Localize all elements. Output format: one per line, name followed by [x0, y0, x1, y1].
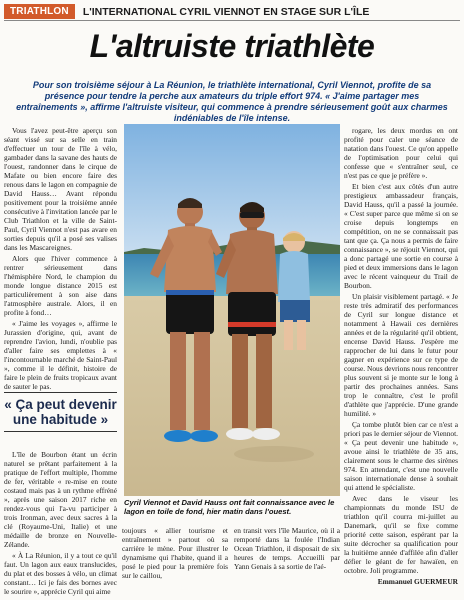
paragraph: « À La Réunion, il y a tout ce qu'il faut. Un lagon aux eaux translucides, du plat et des bosses à vélo, un climat constant… Ici je fais des bornes avec le sourire », apprécie Cyril qui aime: [4, 551, 117, 596]
kicker: L'INTERNATIONAL CYRIL VIENNOT EN STAGE SUR L'ÎLE: [82, 5, 370, 18]
sand-shadow: [234, 446, 314, 462]
paragraph: « J'aime les voyages », affirme le Jurassien d'origine, qui, avant de reprendre l'avion, lundi, n'oublie pas d'aller faire ses emplettes à « l'incontournable marché de Saint-Paul », comme il le définit, histoire de faire le plein de fruits tropicaux avant de sauter le pas.: [4, 319, 117, 391]
paragraph: Avec dans le viseur les championnats du monde ISU de triathlon qu'il courra mi-juillet au Danemark, qu'il se fixe comme priorité cette saison, espérant par la suite décrocher sa qualification pour la huitième année d'affilée afin d'aller défier le géant de fer hawaïen, en octobre. Joli programme.: [344, 494, 458, 575]
paragraph: Un plaisir visiblement partagé. « Je reste très admiratif des performances de Cyril sur longue distance et notamment à Hawaii ces dernières années et de la régularité qu'il obtient, encense David Hauss. J'espère me rapprocher de lui dans le futur pour gagner en expérience sur ce type de course. Nous devrions nous rencontrer plus souvent si je monte sur le long à partir des prochaines années. Sans trop le connaître, c'est le profil d'athlète que j'apprécie. D'une grande humilité. »: [344, 292, 458, 418]
paragraph: Alors que l'hiver commence à rentrer sérieusement dans l'hémisphère Nord, le champion du monde longue distance 2015 est particulièrement à son aise dans l'atmosphère australe. Alors, il en profite à fond…: [4, 254, 117, 317]
paragraph: Ça tombe plutôt bien car ce n'est a priori pas le dernier séjour de Viennot. « Ça peut devenir une habitude », avoue ainsi le triathlète de 35 ans, clairement sous le charme des sirènes 974. En attendant, c'est une nouvelle saison internationale dense à souhait qui attend le spécialiste.: [344, 420, 458, 492]
section-tag: TRIATHLON: [4, 4, 75, 19]
paragraph: L'île de Bourbon étant un écrin naturel se prêtant parfaitement à la pratique de l'effort multiple, l'homme de fer, véritable « re-mise en route costaud mais pas à un rythme effréné », après une saison 2017 riche en rendez-vous qui l'a-vu participer à trois Ironman, avec deux sacres à la clé (Royaume-Uni, Italie) et une médaille de bronze en Nouvelle-Zélande.: [4, 450, 117, 549]
column-right: [344, 126, 458, 588]
standfirst: Pour son troisième séjour à La Réunion, le triathlète international, Cyril Viennot, profite de sa présence pour tendre la perche aux amateurs du triple effort 974. « J'aime partager mes entraînements », affirme l'altruiste visiteur, qui commence à prendre sérieusement goût aux charmes indéniables de l'île intense.: [16, 80, 448, 123]
photo-caption: Cyril Viennot et David Hauss ont fait connaissance avec le lagon en toile de fond, hier matin dans l'ouest.: [124, 498, 335, 516]
header-rule: [4, 20, 460, 21]
paragraph: Vous l'avez peut-être aperçu son séant vissé sur sa selle en train d'effectuer un tour de l'île à vélo, gambader dans la savane des hauts de l'ouest, randonner dans le cirque de Mafate ou bien encore faire des renous dans le lagon en compagnie de David Hauss… Avant répondu positivement pour la troisième année consécutive à l'invitation lancée par le Club Triathlon et la ville de Saint-Paul, Cyril Viennot n'est pas avare en sorties depuis qu'il a posé ses valises dans les Mascareignes.: [4, 126, 117, 252]
paragraph: rogare, les deux mordus en ont profité pour caler une séance de natation dans l'ouest. Ce qu'on appelle de l'optimisation pour celui qui confesse que « s'entraîner seul, ce n'est pas ce que je préfère ».: [344, 126, 458, 180]
paragraph: toujours « allier tourisme et entraînement » partout où sa carrière le mène. Pour illustrer le dynamisme qui l'habite, quand il a posé le pied pour la première fois sur le caillou,: [122, 526, 228, 580]
photo-illustration: [124, 124, 340, 496]
paragraph: Et bien c'est aux côtés d'un autre prestigieux ambassadeur français, David Hauss, qu'il a passé la journée. « C'est super parce que même si on se croise depuis longtemps en compétition, on ne se connaissait pas tant que ça. Ça nous a permis de faire connaissance », se réjouit Viennot, qui a donc partagé une sortie en course à pied et deux immersions dans le lagon avec le récent vainqueur du Trail de Bourbon.: [344, 182, 458, 290]
pull-quote: « Ça peut devenir une habitude »: [4, 392, 117, 432]
column-left-lower: [4, 450, 117, 598]
headline: L'altruiste triathlète: [89, 28, 375, 64]
author-signature: Emmanuel GUERMEUR: [377, 577, 458, 586]
column-middle-lower: [122, 526, 340, 580]
article-photo: [124, 124, 340, 496]
paragraph: en transit vers l'île Maurice, où il a remporté dans la foulée l'Indian Ocean Triathlon, il disposait de six heures de temps. Accueilli par Yann Genais à sa sortie de l'aé-: [234, 526, 340, 571]
rubric: [4, 4, 369, 19]
column-left: [4, 126, 117, 393]
